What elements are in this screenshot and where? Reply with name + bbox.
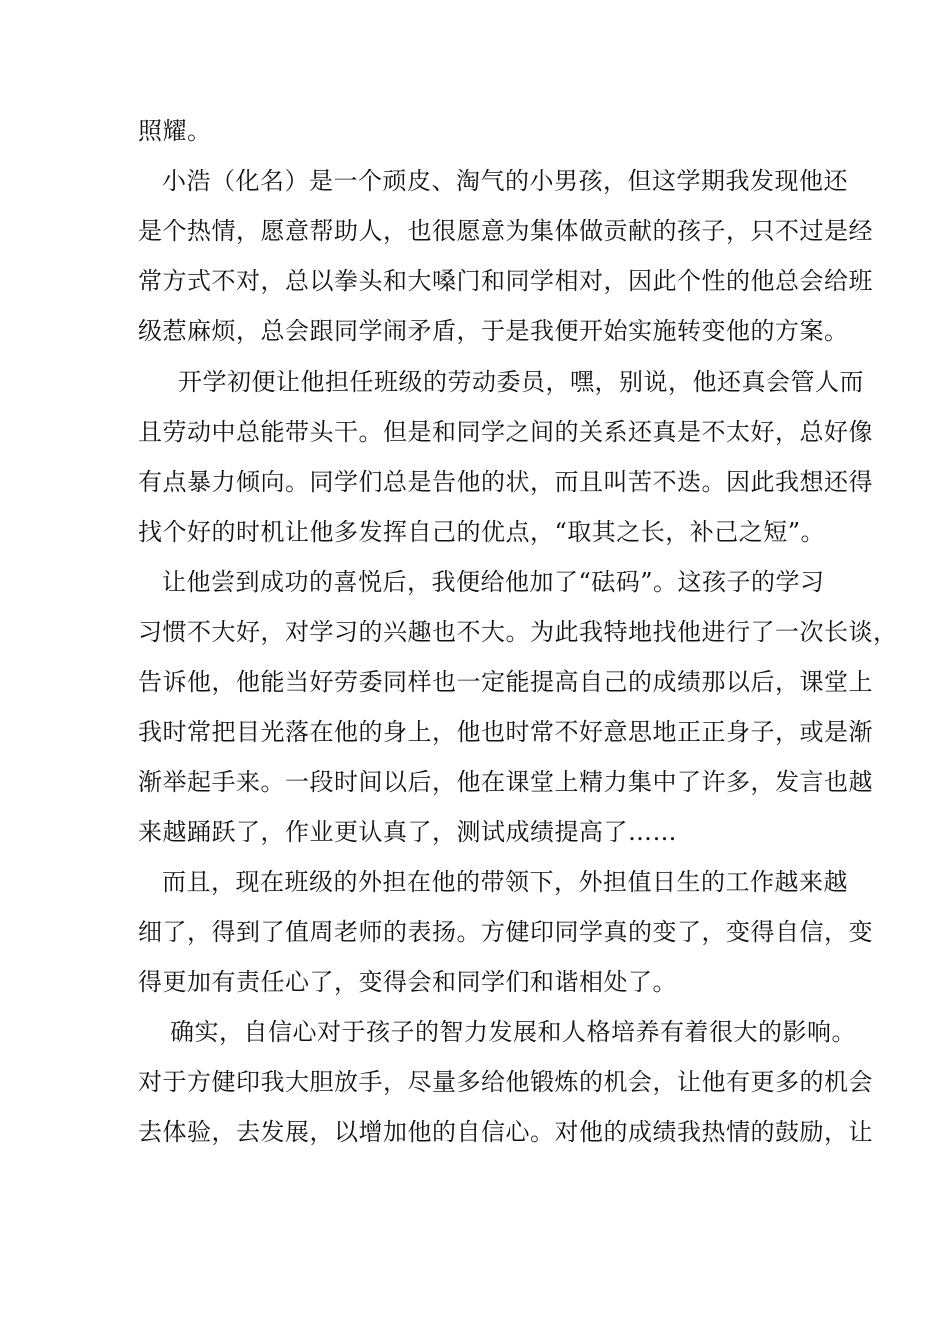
text-line: 去体验，去发展，以增加他的自信心。对他的成绩我热情的鼓励，让 (138, 1118, 873, 1146)
text-line: 开学初便让他担任班级的劳动委员，嘿，别说，他还真会管人而 (178, 368, 864, 396)
text-line: 照耀。 (138, 117, 212, 145)
text-line: 让他尝到成功的喜悦后，我便给他加了“砝码”。这孩子的学习 (162, 568, 825, 596)
text-line: 得更加有责任心了，变得会和同学们和谐相处了。 (138, 968, 677, 996)
text-line: 渐举起手来。一段时间以后，他在课堂上精力集中了许多，发言也越 (138, 768, 873, 796)
text-line: 对于方健印我大胆放手，尽量多给他锻炼的机会，让他有更多的机会 (138, 1068, 873, 1096)
text-line: 习惯不大好，对学习的兴趣也不大。为此我特地找他进行了一次长谈， (138, 618, 898, 646)
text-line: 小浩（化名）是一个顽皮、淘气的小男孩，但这学期我发现他还 (162, 167, 848, 195)
text-line: 有点暴力倾向。同学们总是告他的状，而且叫苦不迭。因此我想还得 (138, 468, 873, 496)
text-line: 来越踊跃了，作业更认真了，测试成绩提高了…… (138, 818, 677, 846)
text-line: 是个热情，愿意帮助人，也很愿意为集体做贡献的孩子，只不过是经 (138, 217, 873, 245)
text-line: 而且，现在班级的外担在他的带领下，外担值日生的工作越来越 (162, 868, 848, 896)
text-line: 常方式不对，总以拳头和大嗓门和同学相对，因此个性的他总会给班 (138, 267, 873, 295)
text-line: 找个好的时机让他多发挥自己的优点，“取其之长，补己之短”。 (138, 518, 826, 546)
text-line: 确实，自信心对于孩子的智力发展和人格培养有着很大的影响。 (170, 1018, 856, 1046)
text-line: 我时常把目光落在他的身上，他也时常不好意思地正正身子，或是渐 (138, 718, 873, 746)
text-line: 细了，得到了值周老师的表扬。方健印同学真的变了，变得自信，变 (138, 918, 873, 946)
text-line: 级惹麻烦，总会跟同学闹矛盾，于是我便开始实施转变他的方案。 (138, 317, 849, 345)
text-line: 告诉他，他能当好劳委同样也一定能提高自己的成绩那以后，课堂上 (138, 668, 873, 696)
text-line: 且劳动中总能带头干。但是和同学之间的关系还真是不太好，总好像 (138, 418, 873, 446)
